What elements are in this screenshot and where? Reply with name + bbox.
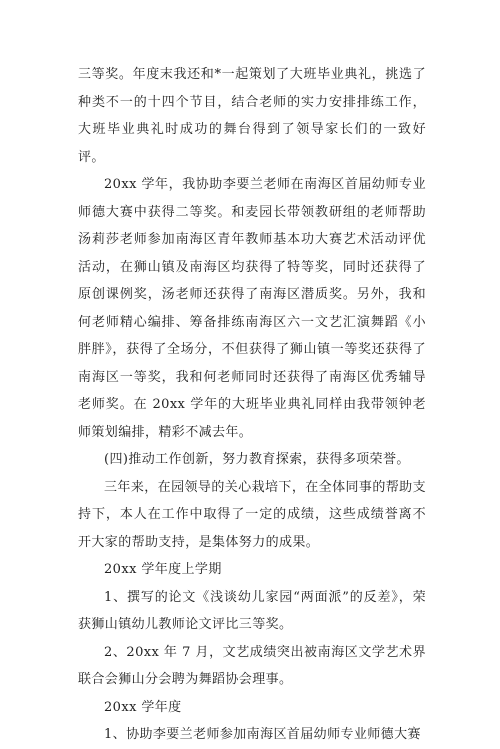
term-heading-1: 20xx 学年度上学期 xyxy=(104,562,222,577)
paragraph-3: 三年来，在园领导的关心栽培下，在全体同事的帮助支持下，本人在工作中取得了一定的成绩，这些成绩誉离不开大家的帮助支持，是集体努力的成果。 xyxy=(78,479,426,550)
section-heading-4: (四)推动工作创新，努力教育探索，获得多项荣誉。 xyxy=(104,452,410,467)
term-heading-2: 20xx 学年度 xyxy=(104,699,182,715)
paragraph-2: 20xx 学年，我协助李要兰老师在南海区首届幼师专业师德大赛中获得二等奖。和麦园长带领教研组的老师帮助汤莉莎老师参加南海区青年教师基本功大赛艺术活动评优活动，在狮山镇及南海区均获得了特等奖，同时还获得了原创课例奖，汤老师还获得了南海区潜质奖。另外，我和何老师精心编排、筹备排练南海区六一文艺汇演舞蹈《小胖胖》，获得了全场分，不但获得了狮山镇一等奖还获得了南海区一等奖，我和何老师同时还获得了南海区优秀辅导老师奖。在 20xx 学年的大班毕业典礼同样由我带领钟老师策划编排，精彩不减去年。 xyxy=(78,177,426,440)
document-body xyxy=(78,61,426,749)
list-item-1: 1、撰写的论文《浅谈幼儿家园“两面派”的反差》，荣获狮山镇幼儿教师论文评比三等奖。 xyxy=(78,589,426,632)
list-item-3: 1、协助李要兰老师参加南海区首届幼师专业师德大赛 xyxy=(104,727,421,742)
list-item-2: 2、20xx 年 7 月，文艺成绩突出被南海区文学艺术界联合会狮山分会聘为舞蹈协会理事。 xyxy=(78,644,426,687)
paragraph-1: 三等奖。年度末我还和*一起策划了大班毕业典礼，挑选了种类不一的十四个节目，结合老师的实力安排排练工作，大班毕业典礼时成功的舞台得到了领导家长们的一致好评。 xyxy=(78,67,426,165)
